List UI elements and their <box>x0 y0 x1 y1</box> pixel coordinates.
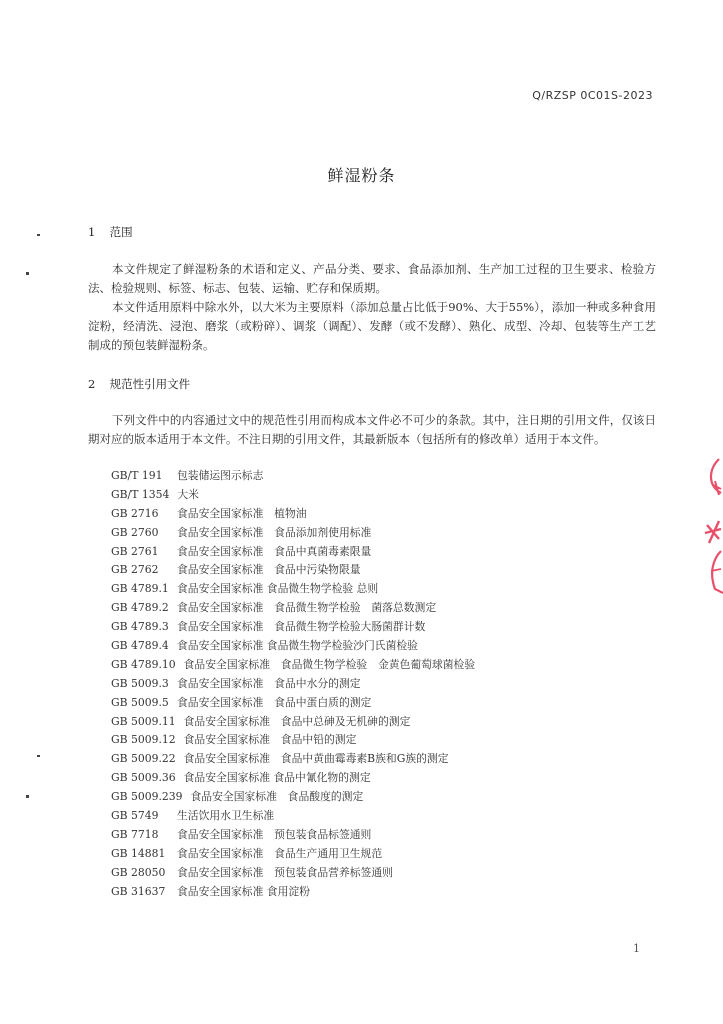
reference-item <box>111 599 475 618</box>
reference-code: GB 4789.3 <box>111 620 169 634</box>
reference-item <box>111 769 475 788</box>
reference-item <box>111 675 475 694</box>
reference-title: 食品安全国家标准 食品中黄曲霉毒素B族和G族的测定 <box>183 752 449 766</box>
reference-title: 食品安全国家标准 食品微生物学检验沙门氏菌检验 <box>177 639 418 653</box>
reference-item <box>111 543 475 562</box>
reference-code: GB 2761 <box>111 544 159 558</box>
reference-item <box>111 486 475 505</box>
reference-item <box>111 845 475 864</box>
reference-title: 食品安全国家标准 植物油 <box>177 506 307 520</box>
section-title: 范围 <box>109 225 133 239</box>
reference-title: 食品安全国家标准 预包装食品营养标签通则 <box>177 865 393 879</box>
reference-item <box>111 524 475 543</box>
section-heading-normative-references <box>88 376 190 392</box>
reference-item <box>111 561 475 580</box>
reference-item <box>111 826 475 845</box>
section-heading-scope <box>88 224 133 240</box>
reference-item <box>111 713 475 732</box>
seal-stroke <box>705 521 721 543</box>
reference-code: GB 5009.5 <box>111 695 169 709</box>
reference-item <box>111 883 475 902</box>
reference-title: 食品安全国家标准 食品微生物学检验 金黄色葡萄球菌检验 <box>183 657 476 671</box>
reference-title: 食品安全国家标准 食品微生物学检验 菌落总数测定 <box>177 601 437 615</box>
reference-item <box>111 788 475 807</box>
reference-title: 食品安全国家标准 食品中蛋白质的测定 <box>177 695 372 709</box>
reference-code: GB 4789.4 <box>111 639 169 653</box>
reference-code: GB 5009.3 <box>111 676 169 690</box>
reference-title: 食品安全国家标准 食品中铅的测定 <box>183 733 357 747</box>
red-seal-stamp-icon <box>701 455 723 605</box>
scope-paragraph-1: 本文件规定了鲜湿粉条的术语和定义、产品分类、要求、食品添加剂、生产加工过程的卫生要求、检验方法、检验规则、标签、标志、包装、运输、贮存和保质期。 <box>88 262 656 295</box>
reference-code: GB/T 1354 <box>111 487 170 501</box>
document-code: Q/RZSP 0C01S-2023 <box>532 89 653 102</box>
reference-title: 食品安全国家标准 食用淀粉 <box>177 884 310 898</box>
reference-item <box>111 807 475 826</box>
references-intro-paragraph: 下列文件中的内容通过文中的规范性引用而构成本文件必不可少的条款。其中，注日期的引用文件，仅该日期对应的版本适用于本文件。不注日期的引用文件，其最新版本（包括所有的修改单）适用于本文件。 <box>88 413 656 446</box>
page-number: 1 <box>633 942 640 955</box>
reference-code: GB 5009.12 <box>111 733 176 747</box>
reference-code: GB 31637 <box>111 884 166 898</box>
margin-mark <box>26 272 29 275</box>
section-number: 1 <box>88 225 96 239</box>
reference-item <box>111 864 475 883</box>
reference-title: 包装储运图示标志 <box>177 469 264 482</box>
reference-item <box>111 618 475 637</box>
section-number: 2 <box>88 377 96 391</box>
reference-item <box>111 731 475 750</box>
reference-title: 食品安全国家标准 预包装食品标签通则 <box>177 827 372 841</box>
reference-item <box>111 580 475 599</box>
reference-list <box>111 467 475 901</box>
reference-title: 食品安全国家标准 食品中污染物限量 <box>177 563 361 577</box>
scope-paragraph-2: 本文件适用原料中除水外，以大米为主要原料（添加总量占比低于90%、大于55%），添加一种或多种食用淀粉，经清洗、浸泡、磨浆（或粉碎）、调浆（调配）、发酵（或不发酵）、熟化、成型、冷却、包装等生产工艺制成的预包装鲜湿粉条。 <box>88 300 656 352</box>
reference-item <box>111 656 475 675</box>
reference-code: GB 5009.22 <box>111 752 176 766</box>
reference-title: 食品安全国家标准 食品中氰化物的测定 <box>183 771 371 785</box>
seal-stroke <box>712 551 723 593</box>
reference-code: GB 2762 <box>111 563 159 577</box>
reference-code: GB 14881 <box>111 846 166 860</box>
reference-code: GB 5009.11 <box>111 714 176 728</box>
margin-mark <box>37 234 40 236</box>
reference-title: 食品安全国家标准 食品中真菌毒素限量 <box>177 544 372 558</box>
reference-code: GB 4789.2 <box>111 601 169 615</box>
reference-title: 食品安全国家标准 食品微生物学检验大肠菌群计数 <box>177 620 426 634</box>
margin-mark <box>26 795 29 798</box>
reference-title: 食品安全国家标准 食品添加剂使用标准 <box>177 525 372 539</box>
reference-title: 生活饮用水卫生标准 <box>177 809 275 823</box>
reference-code: GB 5009.239 <box>111 790 183 804</box>
reference-item <box>111 467 475 486</box>
reference-item <box>111 750 475 769</box>
reference-code: GB 5009.36 <box>111 771 176 785</box>
reference-code: GB 28050 <box>111 865 166 879</box>
reference-code: GB 5749 <box>111 809 159 823</box>
reference-code: GB 4789.1 <box>111 582 169 596</box>
document-title: 鲜湿粉条 <box>327 166 396 185</box>
margin-mark <box>37 755 40 757</box>
reference-title: 食品安全国家标准 食品中水分的测定 <box>177 676 361 690</box>
reference-code: GB/T 191 <box>111 469 163 482</box>
reference-title: 食品安全国家标准 食品酸度的测定 <box>190 790 364 804</box>
reference-item <box>111 505 475 524</box>
reference-title: 食品安全国家标准 食品微生物学检验 总则 <box>177 582 379 596</box>
reference-item <box>111 694 475 713</box>
reference-title: 食品安全国家标准 食品生产通用卫生规范 <box>177 846 383 860</box>
reference-code: GB 4789.10 <box>111 657 176 671</box>
section-title: 规范性引用文件 <box>109 377 191 391</box>
reference-code: GB 7718 <box>111 827 159 841</box>
reference-title: 食品安全国家标准 食品中总砷及无机砷的测定 <box>183 714 411 728</box>
reference-item <box>111 637 475 656</box>
reference-code: GB 2760 <box>111 525 159 539</box>
reference-title: 大米 <box>177 487 199 501</box>
reference-code: GB 2716 <box>111 506 159 520</box>
